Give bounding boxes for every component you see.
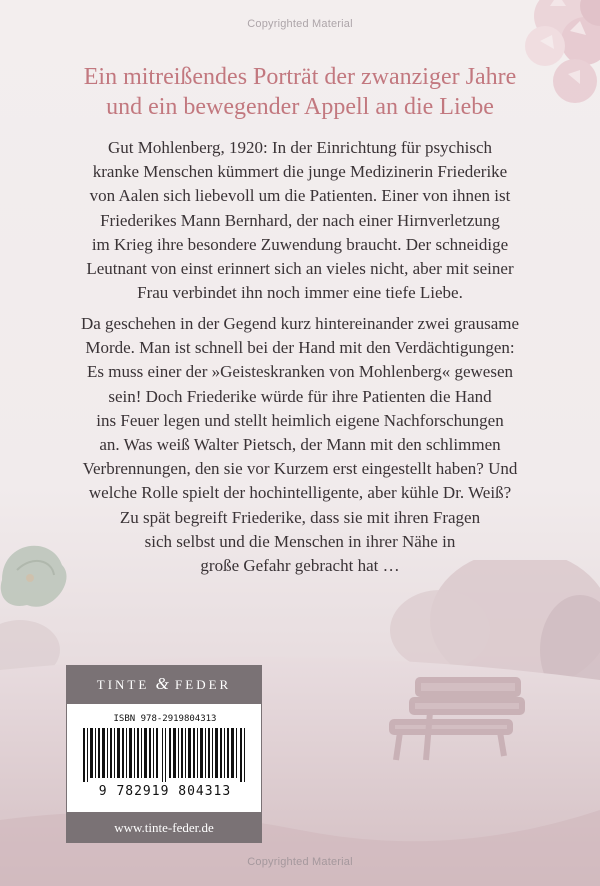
text-line: im Krieg ihre besondere Zuwendung braucht. Der schneidige [91,234,509,254]
publisher-logo [66,665,262,703]
copyright-watermark-bottom: Copyrighted Material [247,856,353,868]
isbn-label: ISBN 978-2919804313 [113,714,217,724]
text-line: Frau verbindet ihn noch immer eine tiefe Liebe. [137,283,463,303]
text-line: an. Was weiß Walter Pietsch, der Mann mit den schlimmen [99,435,501,455]
headline-line: Ein mitreißendes Porträt der zwanziger Jahre [83,64,517,90]
text-line: ins Feuer legen und stellt heimlich eigene Nachforschungen [96,410,504,430]
text-line: Leutnant von einst erinnert sich an vieles nicht, aber mit seiner [86,259,514,279]
text-line: Es muss einer der »Geisteskranken von Mohlenberg« gewesen [87,362,513,382]
isbn-digits: 9 782919 804313 [98,784,232,799]
text-line: von Aalen sich liebevoll um die Patienten. Einer von ihnen ist [89,186,511,206]
blurb-paragraph-1 [28,136,572,305]
blurb-paragraph-2 [28,312,572,578]
publisher-ampersand: & [155,674,169,693]
headline-line: und ein bewegender Appell an die Liebe [106,94,494,120]
text-line: Friederikes Mann Bernhard, der nach einer Hirnverletzung [100,210,500,230]
text-line: große Gefahr gebracht hat … [200,556,400,576]
tagline-headline [40,62,560,122]
text-line: Morde. Man ist schnell bei der Hand mit den Verdächtigungen: [85,338,515,358]
barcode-bars-image [83,728,247,782]
text-line: Da geschehen in der Gegend kurz hintereinander zwei grausame [80,314,520,333]
text-line: sein! Doch Friederike würde für ihre Patienten die Hand [108,386,492,406]
text-line: kranke Menschen kümmert die junge Medizinerin Friederike [92,162,508,182]
text-line: Zu spät begreift Friederike, dass sie mit ihren Fragen [119,507,481,527]
publisher-name-right: FEDER [175,677,232,692]
publisher-website: www.tinte-feder.de [66,813,262,843]
publisher-name-left: TINTE [96,677,150,692]
text-line: sich selbst und die Menschen in ihrer Nähe in [144,531,456,551]
text-line: welche Rolle spielt der hochintelligente, aber kühle Dr. Weiß? [88,483,512,503]
text-line: Verbrennungen, den sie vor Kurzem erst eingestellt haben? Und [82,459,518,479]
copyright-watermark-top: Copyrighted Material [247,18,353,30]
text-line: Gut Mohlenberg, 1920: In der Einrichtung für psychisch [107,138,492,157]
isbn-barcode [66,703,262,813]
